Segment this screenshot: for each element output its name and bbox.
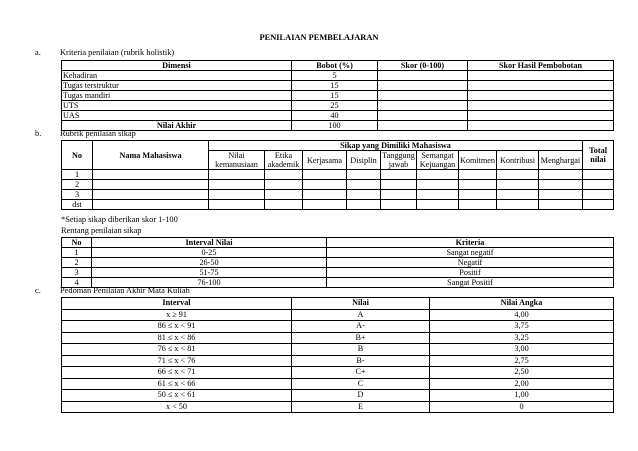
table-row [62,321,614,333]
section-a-marker: a. [35,48,41,57]
col-header-interval: Interval [62,298,292,310]
col-header-interval-nilai: Interval Nilai [92,238,327,248]
interval-cell: 81 ≤ x < 86 [62,332,292,344]
table-row [62,101,614,111]
kriteria-cell: Sangat Positif [327,278,614,288]
section-b-label: Rubrik penilaian sikap [60,129,136,138]
grade-cell: B+ [292,332,430,344]
table-row [62,344,614,356]
col-header-kriteria: Kriteria [327,238,614,248]
skor-hasil-cell [468,91,614,101]
grade-point-cell: 2,75 [430,355,614,367]
table-row [62,170,614,180]
grade-cell: C+ [292,367,430,379]
section-b-heading [35,129,136,138]
dimensi-cell: UAS [62,111,292,121]
grade-cell: C [292,378,430,390]
interval-cell: 61 ≤ x < 66 [62,378,292,390]
row-number: 2 [62,258,92,268]
grade-cell: A [292,309,430,321]
grade-cell: E [292,401,430,413]
table-row [62,71,614,81]
col-header-menghargai: Menghargai [539,151,583,170]
bobot-cell: 15 [292,81,378,91]
kriteria-cell: Positif [327,268,614,278]
attitude-rubric-table [61,140,614,210]
skor-hasil-cell [468,111,614,121]
col-group-sikap: Sikap yang Dimiliki Mahasiswa [209,141,583,151]
section-b-marker: b. [35,129,42,138]
table-row [62,309,614,321]
col-header-total: Total nilai [583,141,614,170]
grade-point-cell: 2,50 [430,367,614,379]
skor-cell [378,101,468,111]
attitude-range-table [61,237,614,288]
row-number: 4 [62,278,92,288]
col-header-semangat-kejuangan: Semangat Kejuangan [417,151,459,170]
page-title: PENILAIAN PEMBELAJARAN [259,33,379,42]
table-row [62,390,614,402]
row-number: 2 [62,180,93,190]
bobot-cell: 5 [292,71,378,81]
row-number: dst [62,200,93,210]
skor-cell [378,121,468,131]
section-c-marker: c. [35,286,41,295]
grade-point-cell: 3,00 [430,344,614,356]
col-header-kerjasama: Kerjasama [303,151,347,170]
section-c-heading [35,286,190,295]
table-row [62,332,614,344]
criteria-header-row [62,61,614,71]
grade-cell: A- [292,321,430,333]
col-header-dimensi: Dimensi [62,61,292,71]
col-header-nilai-kemanusiaan: Nilai kemanusiaan [209,151,265,170]
col-header-komitmen: Komitmen [459,151,497,170]
interval-cell: 66 ≤ x < 71 [62,367,292,379]
interval-cell: 71 ≤ x < 76 [62,355,292,367]
grade-point-cell: 3,75 [430,321,614,333]
skor-cell [378,71,468,81]
interval-cell: x < 50 [62,401,292,413]
total-row [62,121,614,131]
interval-cell: 76 ≤ x < 81 [62,344,292,356]
dimensi-cell: Tugas terstruktur [62,81,292,91]
grade-cell: B- [292,355,430,367]
skor-hasil-cell [468,101,614,111]
col-header-nilai: Nilai [292,298,430,310]
col-header-tanggung-jawab: Tanggung jawab [382,151,415,169]
col-header-kontribusi: Kontribusi [497,151,539,170]
table-row [62,268,614,278]
table-row [62,190,614,200]
section-a-label: Kriteria penilaian (rubrik holistik) [60,48,175,57]
table-row [62,248,614,258]
col-header-no: No [62,238,92,248]
grade-point-cell: 1,00 [430,390,614,402]
bobot-cell: 15 [292,91,378,101]
col-header-disiplin: Disiplin [347,151,381,170]
skor-hasil-cell [468,71,614,81]
table-row [62,81,614,91]
rubric-group-header-row [62,141,614,151]
total-value: 100 [292,121,378,131]
grade-cell: D [292,390,430,402]
grade-point-cell: 3,25 [430,332,614,344]
rentang-label: Rentang penilaian sikap [61,226,142,235]
attitude-score-note: *Setiap sikap diberikan skor 1-100 [61,215,178,224]
range-header-row [62,238,614,248]
section-c-label: Pedoman Penilaian Akhir Mata Kuliah [60,286,190,295]
bobot-cell: 25 [292,101,378,111]
row-number: 3 [62,268,92,278]
kriteria-cell: Sangat negatif [327,248,614,258]
criteria-table [61,60,614,131]
interval-cell: 51-75 [92,268,327,278]
interval-cell: 50 ≤ x < 61 [62,390,292,402]
total-label: Nilai Akhir [62,121,292,131]
skor-cell [378,111,468,121]
grade-point-cell: 0 [430,401,614,413]
interval-cell: 86 ≤ x < 91 [62,321,292,333]
table-row [62,180,614,190]
col-header-nama: Nama Mahasiswa [93,141,209,170]
table-row [62,111,614,121]
dimensi-cell: Kehadiran [62,71,292,81]
col-header-nilai-angka: Nilai Angka [430,298,614,310]
skor-hasil-cell [468,81,614,91]
row-number: 1 [62,248,92,258]
col-header-no: No [62,141,93,170]
grade-cell: B [292,344,430,356]
table-row [62,258,614,268]
table-row [62,91,614,101]
dimensi-cell: Tugas mandiri [62,91,292,101]
grade-point-cell: 2,00 [430,378,614,390]
table-row [62,355,614,367]
table-row [62,378,614,390]
kriteria-cell: Negatif [327,258,614,268]
interval-cell: 76-100 [92,278,327,288]
grading-guide-table [61,297,614,413]
row-number: 1 [62,170,93,180]
bobot-cell: 40 [292,111,378,121]
col-header-skor-hasil: Skor Hasil Pembobotan [468,61,614,71]
table-row [62,200,614,210]
skor-cell [378,91,468,101]
skor-cell [378,81,468,91]
skor-hasil-cell [468,121,614,131]
col-header-bobot: Bobot (%) [292,61,378,71]
interval-cell: 26-50 [92,258,327,268]
dimensi-cell: UTS [62,101,292,111]
interval-cell: x ≥ 91 [62,309,292,321]
section-a-heading [35,48,174,57]
row-number: 3 [62,190,93,200]
col-header-skor: Skor (0-100) [378,61,468,71]
table-row [62,401,614,413]
grade-point-cell: 4,00 [430,309,614,321]
table-row [62,367,614,379]
interval-cell: 0-25 [92,248,327,258]
grading-header-row [62,298,614,310]
col-header-etika-akademik: Etika akademik [265,151,303,170]
